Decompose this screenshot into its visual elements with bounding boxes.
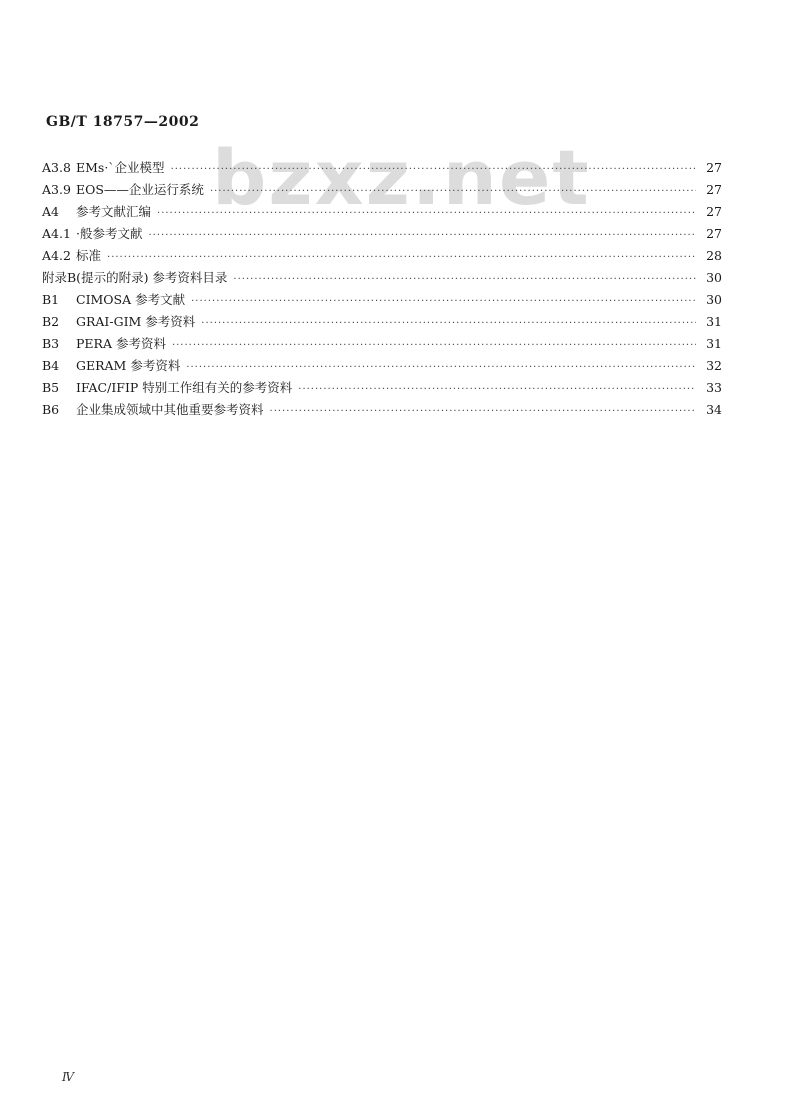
page-number-footer: Ⅳ [62, 1070, 74, 1084]
toc-entry-page: 34 [706, 402, 722, 417]
toc-entry-a4[interactable] [42, 201, 722, 223]
toc-leader-dots [172, 335, 696, 357]
toc-entry-page: 27 [706, 160, 722, 175]
toc-entry-title: 企业集成领域中其他重要参考资料 [76, 402, 264, 417]
toc-entry-title: PERA 参考资料 [76, 336, 166, 351]
toc-entry-page: 31 [706, 336, 722, 351]
toc-entry-a3-8[interactable] [42, 157, 722, 179]
toc-entry-title: ·般参考文献 [76, 226, 143, 241]
toc-entry-title: GRAI-GIM 参考资料 [76, 314, 196, 329]
toc-leader-dots [171, 159, 696, 181]
toc-entry-title: GERAM 参考资料 [76, 358, 181, 373]
toc-entry-number: B5 [42, 380, 60, 395]
toc-entry-number: B4 [42, 358, 60, 373]
toc-entry-a3-9[interactable] [42, 179, 722, 201]
toc-entry-number: B2 [42, 314, 60, 329]
toc-entry-title: IFAC/IFIP 特别工作组有关的参考资料 [76, 380, 293, 395]
toc-entry-page: 27 [706, 226, 722, 241]
toc-leader-dots [191, 291, 696, 313]
toc-entry-b3[interactable] [42, 333, 722, 355]
toc-leader-dots [210, 181, 696, 203]
watermark: bzxz.net [212, 133, 591, 222]
toc-leader-dots [148, 225, 696, 247]
toc-entry-number: B3 [42, 336, 60, 351]
toc-entry-number: A4 [42, 204, 59, 219]
toc-entry-b4[interactable] [42, 355, 722, 377]
toc-entry-number: B6 [42, 402, 60, 417]
toc-entry-page: 30 [706, 270, 722, 285]
toc-entry-page: 27 [706, 204, 722, 219]
toc-entry-number: A3.8 [42, 160, 71, 175]
document-id-header: GB/T 18757—2002 [46, 114, 200, 130]
toc-entry-page: 32 [706, 358, 722, 373]
toc-entry-title: CIMOSA 参考文献 [76, 292, 186, 307]
toc-leader-dots [107, 247, 696, 269]
toc-entry-b1[interactable] [42, 289, 722, 311]
toc-entry-page: 30 [706, 292, 722, 307]
toc-leader-dots [270, 401, 696, 423]
toc-leader-dots [298, 379, 696, 401]
toc-entry-page: 28 [706, 248, 722, 263]
toc-entry-b5[interactable] [42, 377, 722, 399]
toc-entry-number: A3.9 [42, 182, 71, 197]
toc-leader-dots [186, 357, 696, 379]
toc-entry-number: A4.2 [42, 248, 71, 263]
toc-entry-number: B1 [42, 292, 60, 307]
toc-entry-appendix-b[interactable] [42, 267, 722, 289]
table-of-contents [42, 157, 722, 421]
toc-entry-number: A4.1 [42, 226, 71, 241]
toc-entry-b2[interactable] [42, 311, 722, 333]
toc-entry-title: 标准 [76, 248, 102, 263]
toc-leader-dots [157, 203, 696, 225]
toc-entry-b6[interactable] [42, 399, 722, 421]
toc-entry-page: 33 [706, 380, 722, 395]
toc-entry-title: 附录B(提示的附录) 参考资料目录 [42, 270, 228, 285]
toc-entry-a4-2[interactable] [42, 245, 722, 267]
toc-entry-title: 参考文献汇编 [76, 204, 152, 219]
toc-leader-dots [233, 269, 696, 291]
toc-entry-title: EOS——企业运行系统 [76, 182, 204, 197]
toc-entry-a4-1[interactable] [42, 223, 722, 245]
toc-entry-title: EMs·`企业模型 [76, 160, 165, 175]
toc-entry-page: 31 [706, 314, 722, 329]
toc-entry-page: 27 [706, 182, 722, 197]
toc-leader-dots [201, 313, 696, 335]
